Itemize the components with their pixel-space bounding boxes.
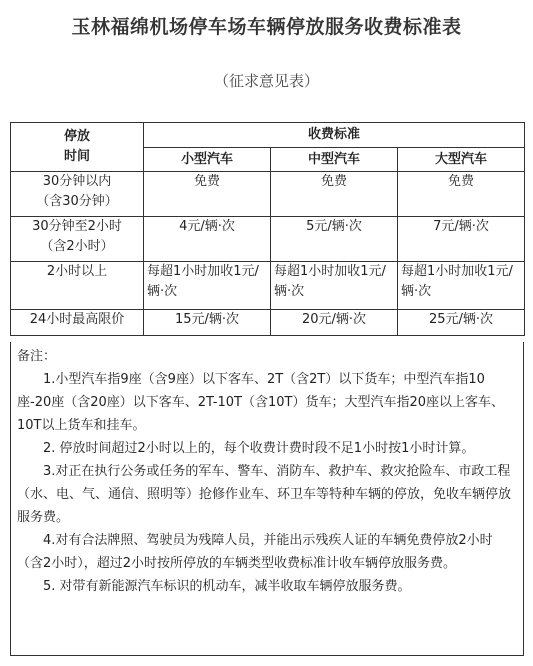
fee-cell-small: 15元/辆·次 <box>144 310 271 336</box>
fee-cell-medium: 20元/辆·次 <box>271 310 398 336</box>
time-cell <box>11 172 144 217</box>
fee-cell-medium: 每超1小时加收1元/辆·次 <box>271 262 398 310</box>
fee-cell-small: 每超1小时加收1元/辆·次 <box>144 262 271 310</box>
time-line1: 30分钟以内 <box>42 174 112 189</box>
note-item: 5. 对带有新能源汽车标识的机动车，减半收取车辆停放服务费。 <box>43 579 411 594</box>
table-row <box>11 310 525 336</box>
time-line2: （含2小时） <box>40 239 114 254</box>
fee-table <box>10 122 525 336</box>
notes-heading: 备注： <box>17 349 57 364</box>
document-title: 玉林福绵机场停车场车辆停放服务收费标准表 <box>71 16 462 38</box>
header-time-line2: 时间 <box>63 149 90 164</box>
table-row <box>11 217 525 262</box>
header-medium-car: 中型汽车 <box>271 148 398 172</box>
note-item: 1.小型汽车指9座（含9座）以下客车、2T（含2T）以下货车；中型汽车指10座-20座（含20座）以下客车、2T-10T（含10T）货车；大型汽车指20座以上客车、10T以上货车和挂车。 <box>17 372 504 433</box>
fee-cell-medium: 免费 <box>271 172 398 217</box>
fee-cell-large: 25元/辆·次 <box>398 310 525 336</box>
note-item: 4.对有合法牌照、驾驶员为残障人员，并能出示残疾人证的车辆免费停放2小时（含2小时），超过2小时按所停放的车辆类型收费标准计收车辆停放服务费。 <box>17 533 493 571</box>
time-cell: 24小时最高限价 <box>11 310 144 336</box>
notes-section <box>10 342 524 656</box>
header-time-line1: 停放 <box>63 129 90 144</box>
fee-cell-small: 4元/辆·次 <box>144 217 271 262</box>
fee-cell-large: 免费 <box>398 172 525 217</box>
table-row <box>11 172 525 217</box>
time-line2: （含30分钟） <box>36 194 118 209</box>
fee-cell-large: 每超1小时加收1元/辆·次 <box>398 262 525 310</box>
header-parking-time <box>11 123 144 172</box>
fee-cell-large: 7元/辆·次 <box>398 217 525 262</box>
note-item: 3.对正在执行公务或任务的军车、警车、消防车、救护车、救灾抢险车、市政工程（水、电、气、通信、照明等）抢修作业车、环卫车等特种车辆的停放，免收车辆停放服务费。 <box>17 464 512 525</box>
fee-cell-medium: 5元/辆·次 <box>271 217 398 262</box>
header-large-car: 大型汽车 <box>398 148 525 172</box>
time-cell <box>11 217 144 262</box>
document-subtitle: （征求意见表） <box>213 72 319 90</box>
fee-cell-small: 免费 <box>144 172 271 217</box>
time-line1: 30分钟至2小时 <box>32 219 122 234</box>
time-cell: 2小时以上 <box>11 262 144 310</box>
note-item: 2. 停放时间超过2小时以上的，每个收费计费时段不足1小时按1小时计算。 <box>43 441 475 456</box>
table-row <box>11 262 525 310</box>
header-fee-standard: 收费标准 <box>144 123 525 148</box>
header-small-car: 小型汽车 <box>144 148 271 172</box>
